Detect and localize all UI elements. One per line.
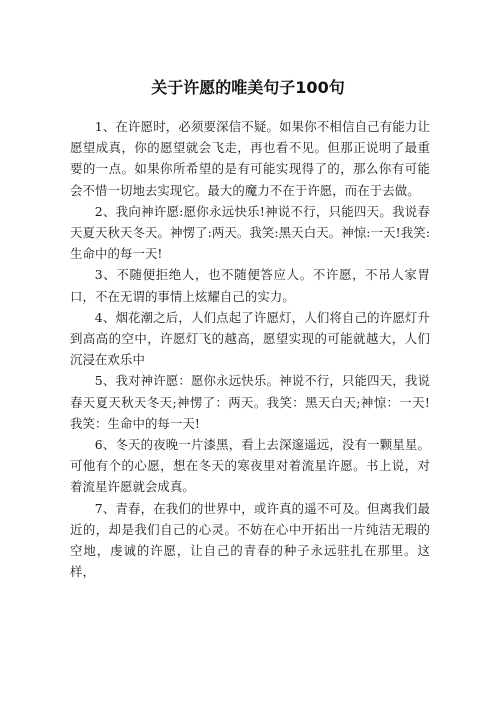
paragraph-2: 2、我向神许愿:愿你永远快乐!神说不行，只能四天。我说春天夏天秋天冬天。神愣了:两天。我笑:黑天白天。神惊:一天!我笑:生命中的每一天! [70,203,430,262]
paragraph-7: 7、青春，在我们的世界中，或许真的遥不可及。但离我们最近的，却是我们自己的心灵。不妨在心中开拓出一片纯洁无瑕的空地，虔诚的许愿，让自己的青春的种子永远驻扎在那里。这样， [70,500,430,580]
paragraph-4: 4、烟花潮之后，人们点起了许愿灯，人们将自己的许愿灯升到高高的空中，许愿灯飞的越高，愿望实现的可能就越大，人们沉浸在欢乐中 [70,309,430,368]
document-body [70,116,430,582]
document-title: 关于许愿的唯美句子100句 [151,78,345,97]
paragraph-1: 1、在许愿时，必须要深信不疑。如果你不相信自己有能力让愿望成真，你的愿望就会飞走，再也看不见。但那正说明了最重要的一点。如果你所希望的是有可能实现得了的，那么你有可能会不惜一切地去实现它。最大的魔力不在于许愿，而在于去做。 [70,119,430,198]
paragraph-5: 5、我对神许愿：愿你永远快乐。神说不行，只能四天，我说春天夏天秋天冬天;神愣了：两天。我笑：黑天白天;神惊：一天!我笑：生命中的每一天! [70,373,430,431]
paragraph-6: 6、冬天的夜晚一片漆黑，看上去深邃遥远，没有一颗星星。可他有个的心愿，想在冬天的寒夜里对着流星许愿。书上说，对着流星许愿就会成真。 [70,437,430,495]
paragraph-3: 3、不随便拒绝人，也不随便答应人。不许愿，不吊人家胃口，不在无谓的事情上炫耀自己的实力。 [70,267,430,304]
